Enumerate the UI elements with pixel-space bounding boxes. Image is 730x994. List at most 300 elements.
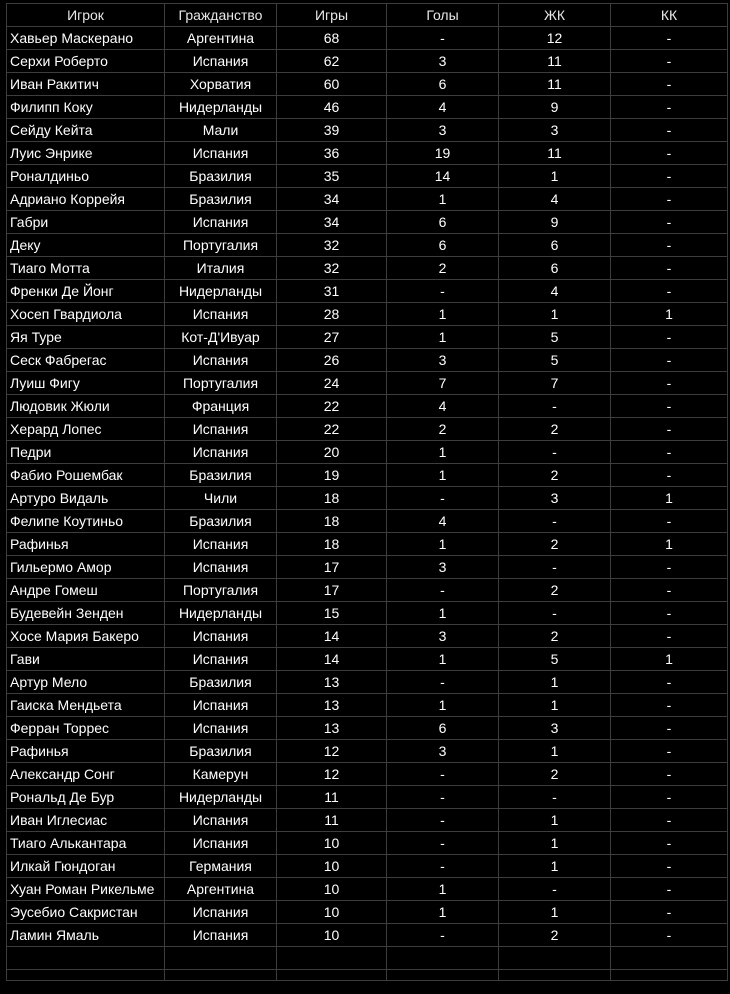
table-row — [7, 878, 728, 901]
cell-citizenship: Италия — [165, 257, 277, 280]
cell-goals: 1 — [387, 694, 499, 717]
cell-games: 39 — [277, 119, 387, 142]
cell-player: Илкай Гюндоган — [7, 855, 165, 878]
table-row — [7, 832, 728, 855]
cell-citizenship: Испания — [165, 694, 277, 717]
table-row — [7, 533, 728, 556]
empty-cell — [7, 947, 165, 970]
table-row — [7, 487, 728, 510]
table-row — [7, 188, 728, 211]
cell-games: 32 — [277, 234, 387, 257]
cell-player: Фелипе Коутиньо — [7, 510, 165, 533]
table-row — [7, 694, 728, 717]
cell-games: 18 — [277, 487, 387, 510]
cell-games: 12 — [277, 763, 387, 786]
cell-goals: 3 — [387, 119, 499, 142]
cell-goals: - — [387, 855, 499, 878]
cell-games: 34 — [277, 188, 387, 211]
cell-goals: 1 — [387, 441, 499, 464]
cell-yellow-cards: 6 — [499, 257, 611, 280]
cell-red-cards: - — [611, 855, 728, 878]
cell-player: Эусебио Сакристан — [7, 901, 165, 924]
cell-goals: 7 — [387, 372, 499, 395]
cell-yellow-cards: 1 — [499, 832, 611, 855]
empty-cell — [165, 947, 277, 970]
cell-red-cards: - — [611, 188, 728, 211]
cell-goals: 1 — [387, 326, 499, 349]
header-yellow-cards[interactable]: ЖК — [499, 4, 611, 27]
cell-red-cards: - — [611, 924, 728, 947]
cell-player: Тиаго Мотта — [7, 257, 165, 280]
cell-goals: 1 — [387, 533, 499, 556]
cell-goals: - — [387, 27, 499, 50]
table-row — [7, 763, 728, 786]
cell-player: Артуро Видаль — [7, 487, 165, 510]
cell-games: 19 — [277, 464, 387, 487]
cell-citizenship: Бразилия — [165, 188, 277, 211]
cell-yellow-cards: 5 — [499, 349, 611, 372]
cell-goals: 3 — [387, 556, 499, 579]
cell-player: Тиаго Алькантара — [7, 832, 165, 855]
cell-games: 15 — [277, 602, 387, 625]
table-row — [7, 234, 728, 257]
cell-games: 18 — [277, 510, 387, 533]
cell-games: 10 — [277, 832, 387, 855]
cell-games: 18 — [277, 533, 387, 556]
cell-player: Адриано Коррейя — [7, 188, 165, 211]
cell-goals: - — [387, 924, 499, 947]
cell-games: 27 — [277, 326, 387, 349]
cell-player: Хуан Роман Рикельме — [7, 878, 165, 901]
cell-yellow-cards: - — [499, 395, 611, 418]
cell-goals: 3 — [387, 349, 499, 372]
table-row — [7, 579, 728, 602]
cell-yellow-cards: 11 — [499, 142, 611, 165]
cell-yellow-cards: - — [499, 510, 611, 533]
cell-goals: 3 — [387, 50, 499, 73]
cell-goals: 2 — [387, 418, 499, 441]
cell-yellow-cards: 4 — [499, 280, 611, 303]
cell-yellow-cards: 2 — [499, 625, 611, 648]
table-row — [7, 326, 728, 349]
empty-cell — [277, 947, 387, 970]
cell-games: 34 — [277, 211, 387, 234]
cell-red-cards: - — [611, 441, 728, 464]
cell-yellow-cards: 1 — [499, 303, 611, 326]
cell-player: Габри — [7, 211, 165, 234]
cell-player: Роналдиньо — [7, 165, 165, 188]
cell-citizenship: Нидерланды — [165, 602, 277, 625]
table-row — [7, 625, 728, 648]
header-red-cards[interactable]: КК — [611, 4, 728, 27]
cell-citizenship: Испания — [165, 303, 277, 326]
table-row — [7, 349, 728, 372]
cell-games: 24 — [277, 372, 387, 395]
cell-player: Людовик Жюли — [7, 395, 165, 418]
cell-games: 14 — [277, 648, 387, 671]
table-row — [7, 27, 728, 50]
cell-games: 62 — [277, 50, 387, 73]
cell-yellow-cards: 1 — [499, 694, 611, 717]
cell-yellow-cards: 1 — [499, 740, 611, 763]
cell-yellow-cards: 2 — [499, 418, 611, 441]
empty-cell — [499, 947, 611, 970]
empty-cell — [387, 947, 499, 970]
table-row — [7, 441, 728, 464]
cell-goals: 6 — [387, 234, 499, 257]
cell-red-cards: - — [611, 211, 728, 234]
cell-red-cards: - — [611, 464, 728, 487]
cell-red-cards: 1 — [611, 533, 728, 556]
cell-goals: 3 — [387, 625, 499, 648]
cell-player: Серхи Роберто — [7, 50, 165, 73]
cell-citizenship: Хорватия — [165, 73, 277, 96]
cell-games: 10 — [277, 924, 387, 947]
cell-citizenship: Испания — [165, 142, 277, 165]
cell-red-cards: - — [611, 717, 728, 740]
cell-citizenship: Испания — [165, 418, 277, 441]
cell-yellow-cards: 5 — [499, 326, 611, 349]
table-row — [7, 602, 728, 625]
table-row — [7, 165, 728, 188]
cell-games: 17 — [277, 556, 387, 579]
cell-citizenship: Бразилия — [165, 464, 277, 487]
header-games[interactable]: Игры — [277, 4, 387, 27]
cell-red-cards: - — [611, 625, 728, 648]
cell-player: Артур Мело — [7, 671, 165, 694]
cell-games: 22 — [277, 418, 387, 441]
cell-citizenship: Испания — [165, 50, 277, 73]
cell-citizenship: Испания — [165, 211, 277, 234]
cell-player: Френки Де Йонг — [7, 280, 165, 303]
cell-player: Луис Энрике — [7, 142, 165, 165]
cell-red-cards: - — [611, 602, 728, 625]
cell-games: 20 — [277, 441, 387, 464]
cell-citizenship: Испания — [165, 533, 277, 556]
empty-cell — [499, 970, 611, 981]
table-row — [7, 740, 728, 763]
cell-red-cards: - — [611, 326, 728, 349]
cell-red-cards: - — [611, 280, 728, 303]
table-row — [7, 395, 728, 418]
cell-citizenship: Кот-Д'Ивуар — [165, 326, 277, 349]
cell-player: Сеск Фабрегас — [7, 349, 165, 372]
cell-citizenship: Испания — [165, 901, 277, 924]
cell-yellow-cards: 9 — [499, 211, 611, 234]
header-player[interactable]: Игрок — [7, 4, 165, 27]
cell-goals: 14 — [387, 165, 499, 188]
cell-yellow-cards: 3 — [499, 717, 611, 740]
cell-yellow-cards: 2 — [499, 579, 611, 602]
cell-goals: 1 — [387, 901, 499, 924]
table-row — [7, 96, 728, 119]
table-row — [7, 809, 728, 832]
cell-red-cards: - — [611, 142, 728, 165]
cell-player: Ферран Торрес — [7, 717, 165, 740]
cell-player: Гаиска Мендьета — [7, 694, 165, 717]
cell-yellow-cards: 1 — [499, 671, 611, 694]
cell-player: Хавьер Маскерано — [7, 27, 165, 50]
cell-goals: 1 — [387, 648, 499, 671]
cell-games: 12 — [277, 740, 387, 763]
cell-goals: - — [387, 487, 499, 510]
cell-goals: 6 — [387, 211, 499, 234]
cell-red-cards: 1 — [611, 487, 728, 510]
cell-red-cards: - — [611, 763, 728, 786]
header-goals[interactable]: Голы — [387, 4, 499, 27]
cell-player: Херард Лопес — [7, 418, 165, 441]
cell-yellow-cards: 3 — [499, 119, 611, 142]
cell-citizenship: Португалия — [165, 234, 277, 257]
player-stats-table — [6, 3, 728, 981]
cell-games: 10 — [277, 878, 387, 901]
cell-goals: 1 — [387, 602, 499, 625]
cell-player: Яя Туре — [7, 326, 165, 349]
cell-yellow-cards: 3 — [499, 487, 611, 510]
cell-goals: - — [387, 809, 499, 832]
cell-games: 11 — [277, 786, 387, 809]
cell-games: 60 — [277, 73, 387, 96]
table-row — [7, 464, 728, 487]
cell-goals: 3 — [387, 740, 499, 763]
cell-red-cards: - — [611, 418, 728, 441]
cell-games: 32 — [277, 257, 387, 280]
empty-table-row — [7, 947, 728, 970]
cell-player: Рафинья — [7, 533, 165, 556]
cell-yellow-cards: 1 — [499, 809, 611, 832]
cell-citizenship: Бразилия — [165, 510, 277, 533]
cell-citizenship: Испания — [165, 648, 277, 671]
cell-red-cards: - — [611, 349, 728, 372]
cell-games: 10 — [277, 855, 387, 878]
cell-goals: - — [387, 786, 499, 809]
cell-citizenship: Бразилия — [165, 165, 277, 188]
cell-yellow-cards: 9 — [499, 96, 611, 119]
table-row — [7, 73, 728, 96]
cell-citizenship: Бразилия — [165, 671, 277, 694]
cell-red-cards: - — [611, 809, 728, 832]
cell-goals: 4 — [387, 96, 499, 119]
table-row — [7, 372, 728, 395]
cell-goals: 6 — [387, 717, 499, 740]
cell-citizenship: Бразилия — [165, 740, 277, 763]
table-row — [7, 717, 728, 740]
cell-yellow-cards: - — [499, 786, 611, 809]
cell-goals: 2 — [387, 257, 499, 280]
empty-table-row — [7, 970, 728, 981]
table-row — [7, 280, 728, 303]
cell-player: Сейду Кейта — [7, 119, 165, 142]
cell-yellow-cards: 11 — [499, 73, 611, 96]
cell-yellow-cards: 4 — [499, 188, 611, 211]
cell-citizenship: Нидерланды — [165, 280, 277, 303]
table-row — [7, 556, 728, 579]
cell-citizenship: Франция — [165, 395, 277, 418]
cell-citizenship: Чили — [165, 487, 277, 510]
cell-citizenship: Испания — [165, 556, 277, 579]
cell-games: 26 — [277, 349, 387, 372]
cell-yellow-cards: 2 — [499, 464, 611, 487]
empty-cell — [611, 970, 728, 981]
cell-player: Филипп Коку — [7, 96, 165, 119]
cell-red-cards: - — [611, 832, 728, 855]
table-row — [7, 510, 728, 533]
cell-goals: 1 — [387, 464, 499, 487]
table-row — [7, 142, 728, 165]
table-row — [7, 786, 728, 809]
cell-red-cards: - — [611, 165, 728, 188]
cell-red-cards: - — [611, 372, 728, 395]
cell-player: Рафинья — [7, 740, 165, 763]
cell-goals: 19 — [387, 142, 499, 165]
table-row — [7, 119, 728, 142]
cell-citizenship: Нидерланды — [165, 96, 277, 119]
cell-yellow-cards: 1 — [499, 901, 611, 924]
table-row — [7, 303, 728, 326]
table-body — [7, 27, 728, 981]
table-header-row — [7, 4, 728, 27]
cell-yellow-cards: 2 — [499, 763, 611, 786]
cell-red-cards: 1 — [611, 303, 728, 326]
cell-goals: 4 — [387, 510, 499, 533]
empty-cell — [387, 970, 499, 981]
cell-player: Александр Сонг — [7, 763, 165, 786]
cell-yellow-cards: - — [499, 441, 611, 464]
cell-games: 14 — [277, 625, 387, 648]
cell-games: 36 — [277, 142, 387, 165]
cell-games: 11 — [277, 809, 387, 832]
cell-player: Иван Ракитич — [7, 73, 165, 96]
cell-player: Андре Гомеш — [7, 579, 165, 602]
cell-goals: - — [387, 280, 499, 303]
cell-yellow-cards: - — [499, 602, 611, 625]
cell-games: 22 — [277, 395, 387, 418]
cell-goals: 1 — [387, 303, 499, 326]
table-row — [7, 671, 728, 694]
cell-player: Хосе Мария Бакеро — [7, 625, 165, 648]
cell-goals: - — [387, 579, 499, 602]
empty-cell — [277, 970, 387, 981]
cell-citizenship: Аргентина — [165, 27, 277, 50]
cell-games: 17 — [277, 579, 387, 602]
cell-red-cards: - — [611, 73, 728, 96]
cell-red-cards: - — [611, 395, 728, 418]
cell-goals: - — [387, 832, 499, 855]
cell-yellow-cards: 1 — [499, 855, 611, 878]
cell-player: Деку — [7, 234, 165, 257]
cell-citizenship: Испания — [165, 625, 277, 648]
cell-yellow-cards: 2 — [499, 533, 611, 556]
cell-player: Гильермо Амор — [7, 556, 165, 579]
cell-games: 35 — [277, 165, 387, 188]
cell-yellow-cards: 1 — [499, 165, 611, 188]
table-row — [7, 257, 728, 280]
cell-goals: - — [387, 763, 499, 786]
cell-goals: 6 — [387, 73, 499, 96]
cell-citizenship: Испания — [165, 809, 277, 832]
cell-citizenship: Камерун — [165, 763, 277, 786]
table-row — [7, 901, 728, 924]
cell-games: 10 — [277, 901, 387, 924]
table-row — [7, 924, 728, 947]
cell-player: Фабио Рошембак — [7, 464, 165, 487]
cell-red-cards: - — [611, 878, 728, 901]
cell-games: 13 — [277, 671, 387, 694]
cell-yellow-cards: 12 — [499, 27, 611, 50]
empty-cell — [165, 970, 277, 981]
cell-games: 28 — [277, 303, 387, 326]
cell-yellow-cards: 6 — [499, 234, 611, 257]
cell-player: Рональд Де Бур — [7, 786, 165, 809]
cell-citizenship: Португалия — [165, 579, 277, 602]
cell-red-cards: - — [611, 786, 728, 809]
cell-games: 13 — [277, 694, 387, 717]
cell-red-cards: 1 — [611, 648, 728, 671]
cell-player: Луиш Фигу — [7, 372, 165, 395]
cell-yellow-cards: 5 — [499, 648, 611, 671]
cell-player: Ламин Ямаль — [7, 924, 165, 947]
table-row — [7, 648, 728, 671]
cell-yellow-cards: 7 — [499, 372, 611, 395]
cell-red-cards: - — [611, 510, 728, 533]
empty-cell — [7, 970, 165, 981]
cell-player: Гави — [7, 648, 165, 671]
cell-citizenship: Аргентина — [165, 878, 277, 901]
cell-player: Хосеп Гвардиола — [7, 303, 165, 326]
cell-yellow-cards: - — [499, 556, 611, 579]
cell-player: Педри — [7, 441, 165, 464]
table-row — [7, 418, 728, 441]
empty-cell — [611, 947, 728, 970]
cell-red-cards: - — [611, 27, 728, 50]
cell-citizenship: Испания — [165, 717, 277, 740]
cell-red-cards: - — [611, 671, 728, 694]
cell-games: 31 — [277, 280, 387, 303]
cell-red-cards: - — [611, 901, 728, 924]
cell-yellow-cards: - — [499, 878, 611, 901]
cell-goals: 1 — [387, 878, 499, 901]
cell-red-cards: - — [611, 96, 728, 119]
cell-red-cards: - — [611, 257, 728, 280]
table-row — [7, 211, 728, 234]
cell-games: 46 — [277, 96, 387, 119]
cell-games: 13 — [277, 717, 387, 740]
cell-citizenship: Испания — [165, 832, 277, 855]
header-citizenship[interactable]: Гражданство — [165, 4, 277, 27]
table-row — [7, 855, 728, 878]
cell-player: Будевейн Зенден — [7, 602, 165, 625]
cell-red-cards: - — [611, 50, 728, 73]
cell-red-cards: - — [611, 556, 728, 579]
cell-games: 68 — [277, 27, 387, 50]
cell-goals: - — [387, 671, 499, 694]
cell-citizenship: Испания — [165, 349, 277, 372]
cell-yellow-cards: 11 — [499, 50, 611, 73]
cell-red-cards: - — [611, 694, 728, 717]
table-row — [7, 50, 728, 73]
cell-goals: 4 — [387, 395, 499, 418]
cell-red-cards: - — [611, 579, 728, 602]
cell-citizenship: Нидерланды — [165, 786, 277, 809]
cell-yellow-cards: 2 — [499, 924, 611, 947]
cell-player: Иван Иглесиас — [7, 809, 165, 832]
cell-citizenship: Испания — [165, 924, 277, 947]
cell-goals: 1 — [387, 188, 499, 211]
cell-red-cards: - — [611, 119, 728, 142]
cell-citizenship: Испания — [165, 441, 277, 464]
cell-citizenship: Германия — [165, 855, 277, 878]
cell-red-cards: - — [611, 234, 728, 257]
